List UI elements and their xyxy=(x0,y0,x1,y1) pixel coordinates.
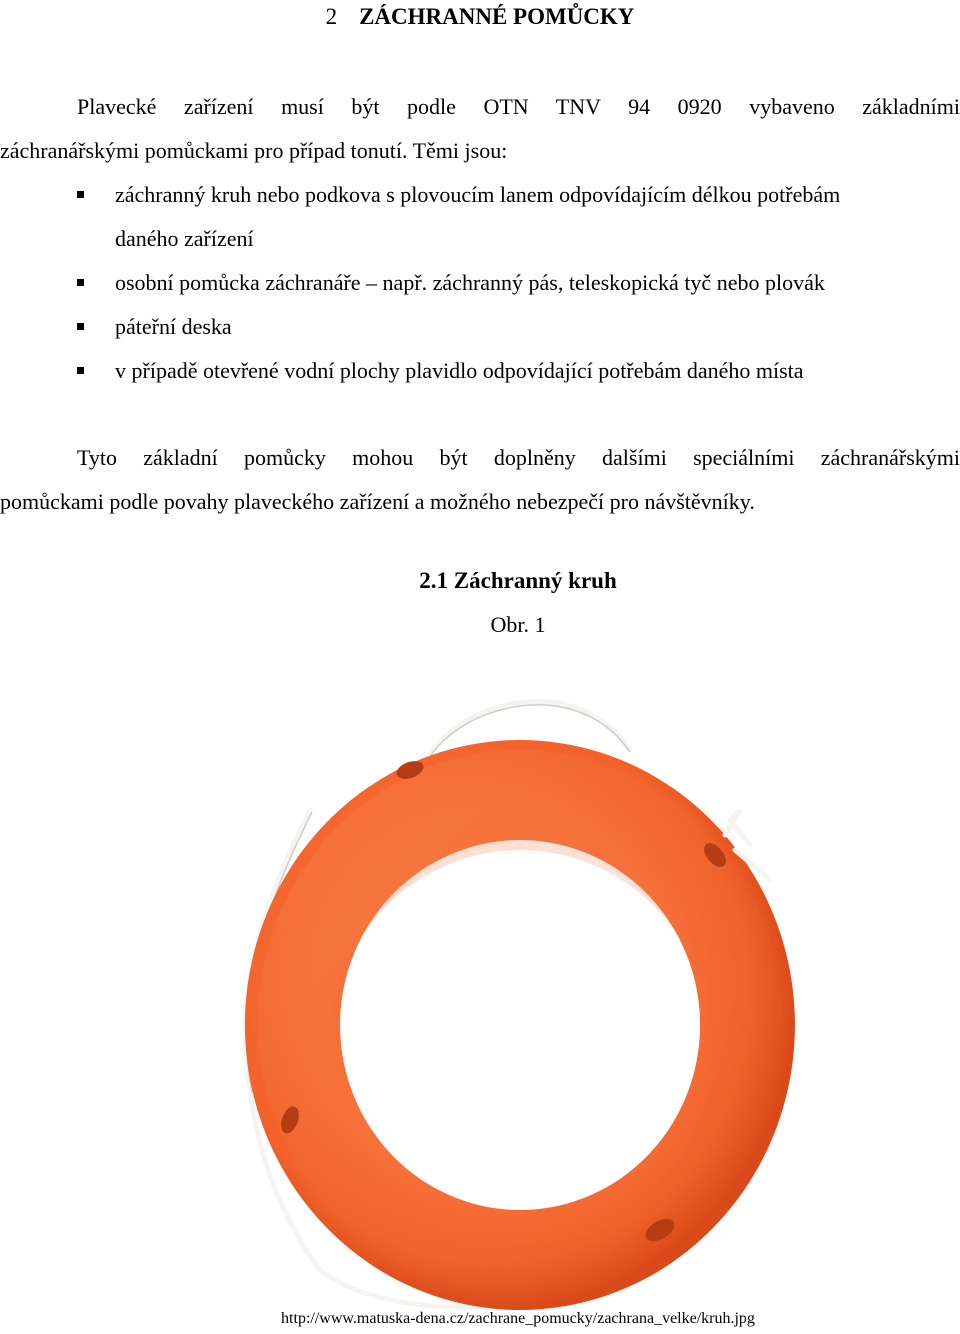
list-item-text-continued: daného zařízení xyxy=(115,226,254,251)
section-number: 2 xyxy=(325,4,338,29)
subsection-title: 2.1 Záchranný kruh xyxy=(419,568,617,593)
section-heading xyxy=(0,4,960,30)
list-item-text: osobní pomůcka záchranáře – např. záchranný pás, teleskopická tyč nebo plovák xyxy=(115,270,825,295)
list-item-text: páteřní deska xyxy=(115,314,232,339)
image-source-url: http://www.matuska-dena.cz/zachrane_pomucky/zachrana_velke/kruh.jpg xyxy=(281,1310,755,1327)
bullet-square-icon xyxy=(77,323,84,330)
list-item xyxy=(0,305,960,349)
list-item xyxy=(0,261,960,305)
intro-line-2: záchranářskými pomůckami pro případ tonutí. Těmi jsou: xyxy=(0,138,508,163)
closing-paragraph xyxy=(0,436,960,524)
bullet-square-icon xyxy=(77,191,84,198)
list-item-text: v případě otevřené vodní plochy plavidlo odpovídající potřebám daného místa xyxy=(115,358,804,383)
bullet-square-icon xyxy=(77,367,84,374)
list-item-text: záchranný kruh nebo podkova s plovoucím lanem odpovídajícím délkou potřebám xyxy=(115,182,841,207)
rescue-equipment-list xyxy=(0,173,960,393)
closing-line-2: pomůckami podle povahy plaveckého zařízení a možného nebezpečí pro návštěvníky. xyxy=(0,489,755,514)
list-item xyxy=(0,349,960,393)
intro-line-1: Plavecké zařízení musí být podle OTN TNV 94 0920 vybaveno základními xyxy=(77,94,960,119)
figure-caption: Obr. 1 xyxy=(490,612,546,637)
intro-paragraph xyxy=(0,85,960,173)
section-title: ZÁCHRANNÉ POMŮCKY xyxy=(359,4,635,29)
closing-line-1: Tyto základní pomůcky mohou být doplněny dalšími speciálními záchranářskými xyxy=(77,445,960,470)
lifebuoy-image xyxy=(230,670,810,1310)
bullet-square-icon xyxy=(77,279,84,286)
list-item xyxy=(0,173,960,261)
